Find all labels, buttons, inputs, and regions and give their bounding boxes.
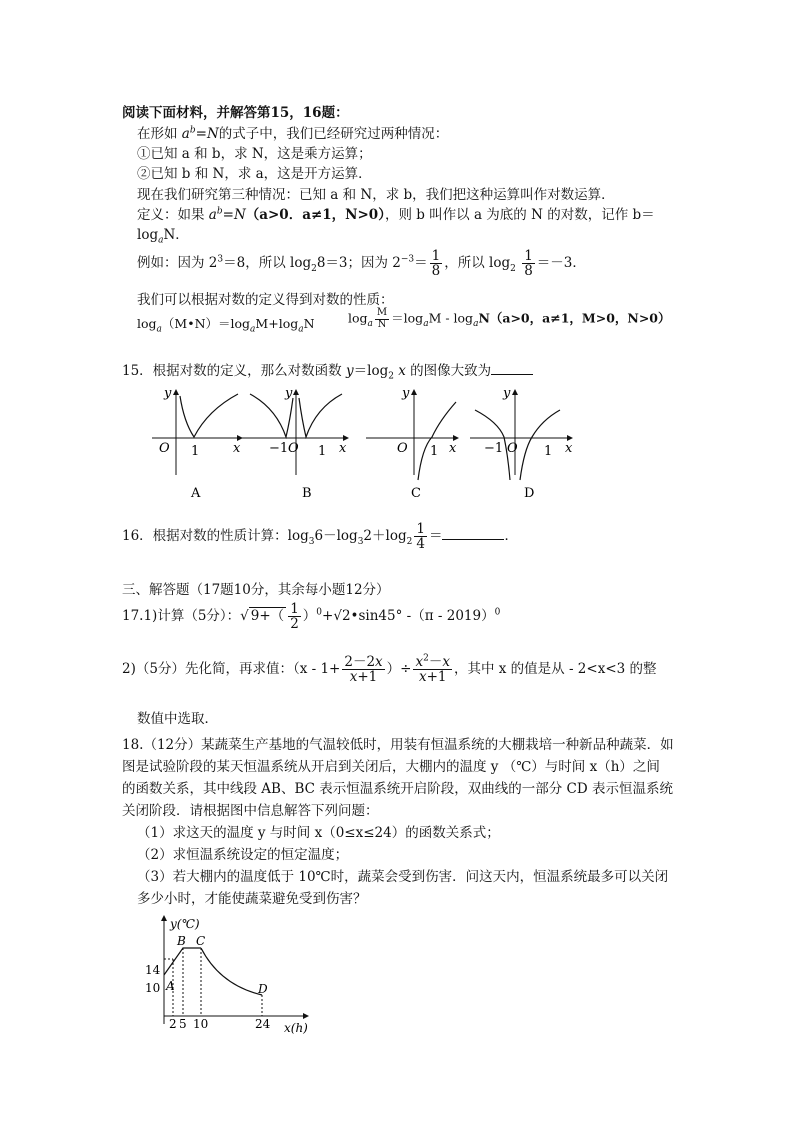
point-b-label: B (177, 934, 186, 948)
reading-property-1: $\log_a(M•N)=\log_aM+\log_aN$ (137, 316, 315, 335)
question-18-line-3: 的函数关系，其中线段 AB、BC 表示恒温系统开启阶段，双曲线的一部分 CD 表示恒温系统 (122, 781, 673, 797)
axis-y-label: y (285, 386, 293, 401)
option-label-b: B (302, 486, 312, 501)
reading-intro: 在形如 $a^b=N$的式子中，我们已经研究过两种情况： (137, 125, 449, 142)
question-18-sub-3: （3）若大棚内的温度低于 10℃时，蔬菜会受到伤害．问这天内，恒温系统最多可以关闭 (137, 869, 669, 885)
tick-label: 1 (430, 444, 439, 459)
reading-case3: 现在我们研究第三种情况：已知 a 和 N，求 b，我们把这种运算叫作对数运算． (137, 187, 615, 203)
reading-case2: ②已知 b 和 N，求 a，这是开方运算． (137, 166, 372, 182)
axis-x-label: x (233, 441, 241, 456)
question-18-line-1: 18.（12分）某蔬菜生产基地的气温较低时，用装有恒温系统的大棚栽培一种新品种蔬菜．如 (122, 737, 674, 753)
question-18-sub-2: （2）求恒温系统设定的恒定温度； (137, 847, 349, 863)
q18-graph (140, 910, 320, 1038)
question-18-line-4: 关闭阶段．请根据图中信息解答下列问题： (122, 803, 379, 819)
axis-x-label: x (339, 441, 347, 456)
point-d-label: D (258, 982, 268, 996)
option-label-d: D (524, 486, 535, 501)
reading-case1: ①已知 a 和 b，求 N，这是乘方运算； (137, 146, 372, 162)
axis-y-label: y (402, 386, 410, 401)
reading-definition: 定义：如果 $a^b=N(a>0$．a≠1，N>0），则 b 叫作以 a 为底的 N 的对数，记作 b＝ (137, 206, 655, 223)
question-18-sub-1: （1）求这天的温度 y 与时间 x（0≤x≤24）的函数关系式； (137, 825, 500, 841)
option-label-c: C (411, 486, 421, 501)
x-tick-2: 2 (169, 1017, 177, 1031)
reading-property-2: $\log_a$ $\frac{M}{N}$ $=\log_aM - \log_aN(a>0$，a≠1，M>0，N>0） (348, 307, 671, 330)
graph-option-b (242, 386, 348, 501)
origin-label: O (288, 441, 299, 456)
tick-label: 1 (191, 444, 200, 459)
reading-heading: 阅读下面材料，并解答第15，16题： (122, 105, 349, 121)
point-a-label: A (166, 979, 175, 993)
section-3-heading: 三、解答题（17题10分，其余每小题12分） (122, 582, 390, 598)
option-label-a: A (191, 486, 201, 501)
origin-label: O (507, 441, 518, 456)
y-tick-10: 10 (145, 981, 161, 995)
question-18-line-2: 图是试验阶段的某天恒温系统从开启到关闭后，大棚内的温度 y （℃）与时间 x（h）之间 (122, 759, 660, 775)
q15-graphs (140, 380, 600, 505)
origin-label: O (397, 441, 408, 456)
tick-label: −1 (484, 441, 504, 456)
question-17-part-2: 2)（5分）先化简，再求值：（x - 1+ $\frac{2-2x}{x+1}$ ）÷ $\frac{x^2-x}{x+1}$ ，其中 x 的值是从 - 2<x<3 的整 (122, 653, 657, 686)
origin-label: O (159, 441, 170, 456)
point-c-label: C (196, 934, 206, 948)
axis-x-label: x (449, 441, 457, 456)
question-17-part-1: 17.1)计算（5分）：√ 9+（ $\frac{1}{2}$ ）$^0$+√2•sin45° -（π - 2019）$^0$ (122, 601, 501, 633)
axis-y-label: y (503, 386, 511, 401)
question-16: 16．根据对数的性质计算：$\log_36-\log_32+\log_2$ $\frac{1}{4}$ ＝ ． (122, 521, 518, 553)
x-tick-5: 5 (179, 1017, 187, 1031)
y-tick-14: 14 (145, 963, 161, 977)
question-18-sub-4: 多少小时，才能使蔬菜避免受到伤害？ (137, 891, 367, 907)
graph-option-c (366, 386, 458, 501)
question-15: 15．根据对数的定义，那么对数函数 $y=\log_2$ x 的图像大致为 (122, 359, 533, 379)
axis-x-label: x (565, 441, 573, 456)
x-tick-24: 24 (255, 1017, 271, 1031)
graph18-y-label: y(℃) (170, 917, 200, 931)
graph-option-a (152, 386, 242, 501)
tick-label: −1 (269, 441, 289, 456)
graph-option-d (470, 386, 573, 501)
tick-label: 1 (544, 444, 553, 459)
reading-example: 例如：因为 $2^3=8$，所以 $\log_28=3$；因为 $2^{-3}=$ $\frac{1}{8}$ ，所以 $\log_2$ $\frac{1}{8}$ ＝－3． (137, 248, 586, 280)
reading-definition-cont: $\log_aN$． (137, 227, 189, 246)
x-tick-10: 10 (193, 1017, 209, 1031)
reading-property-intro: 我们可以根据对数的定义得到对数的性质： (137, 292, 394, 308)
axis-y-label: y (164, 386, 172, 401)
graph18-x-label: x(h) (284, 1021, 308, 1035)
tick-label: 1 (318, 444, 327, 459)
question-17-part-2-cont: 数值中选取． (137, 711, 218, 727)
